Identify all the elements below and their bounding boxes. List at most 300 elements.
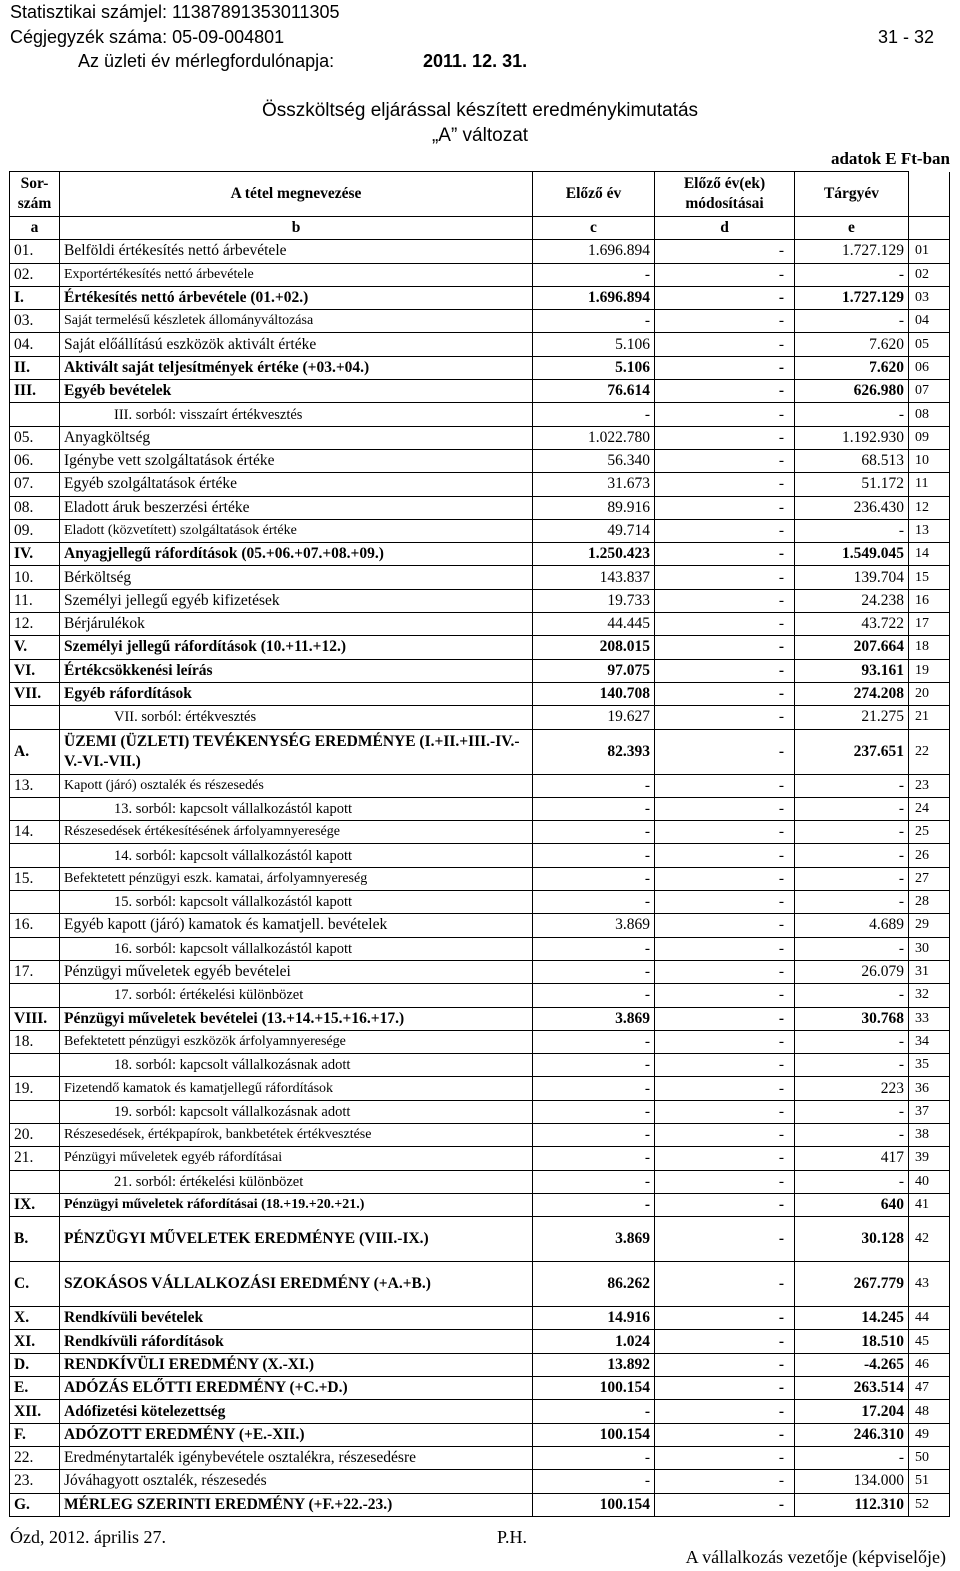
unit-note: adatok E Ft-ban: [830, 149, 950, 168]
row-label: Egyéb bevételek: [60, 380, 533, 403]
row-label: 18. sorból: kapcsolt vállalkozásnak adott: [60, 1054, 533, 1077]
row-code: [10, 1170, 60, 1193]
row-code: 16.: [10, 914, 60, 937]
row-mod-value: -: [655, 333, 795, 356]
row-number: 40: [909, 1170, 950, 1193]
row-number: 02: [909, 263, 950, 286]
balance-date: 2011. 12. 31.: [423, 51, 528, 71]
row-mod-value: -: [655, 636, 795, 659]
row-cur-value: 274.208: [795, 682, 909, 705]
row-prev-value: 100.154: [533, 1377, 655, 1400]
row-mod-value: -: [655, 263, 795, 286]
col-code-header: Sor- szám: [10, 172, 60, 217]
row-label: Kapott (járó) osztalék és részesedés: [60, 774, 533, 797]
table-row: [10, 1100, 950, 1123]
row-code: IV.: [10, 543, 60, 566]
row-code: 13.: [10, 774, 60, 797]
row-prev-value: 49.714: [533, 519, 655, 542]
table-row: [10, 914, 950, 937]
row-prev-value: 76.614: [533, 380, 655, 403]
table-row: [10, 844, 950, 867]
row-code: 21.: [10, 1147, 60, 1170]
table-row: [10, 1262, 950, 1307]
row-number: 19: [909, 659, 950, 682]
row-prev-value: 140.708: [533, 682, 655, 705]
row-cur-value: 640: [795, 1193, 909, 1216]
row-cur-value: 1.727.129: [795, 240, 909, 263]
row-mod-value: -: [655, 1147, 795, 1170]
row-label: Belföldi értékesítés nettó árbevétele: [60, 240, 533, 263]
row-prev-value: -: [533, 1446, 655, 1469]
table-row: [10, 1030, 950, 1053]
row-number: 28: [909, 891, 950, 914]
row-cur-value: -: [795, 1054, 909, 1077]
row-prev-value: -: [533, 984, 655, 1007]
row-code: 02.: [10, 263, 60, 286]
row-label: Befektetett pénzügyi eszközök árfolyamnyeresége: [60, 1030, 533, 1053]
row-cur-value: 68.513: [795, 449, 909, 472]
row-label: 15. sorból: kapcsolt vállalkozástól kapott: [60, 891, 533, 914]
row-cur-value: 139.704: [795, 566, 909, 589]
row-number: 06: [909, 356, 950, 379]
table-row: [10, 566, 950, 589]
row-mod-value: -: [655, 1307, 795, 1330]
row-code: [10, 1100, 60, 1123]
row-prev-value: 31.673: [533, 473, 655, 496]
row-number: 37: [909, 1100, 950, 1123]
row-prev-value: 56.340: [533, 449, 655, 472]
row-number: 08: [909, 403, 950, 426]
row-number: 44: [909, 1307, 950, 1330]
row-label: Személyi jellegű ráfordítások (10.+11.+12.): [60, 636, 533, 659]
document-title: Összköltség eljárással készített eredménykimutatás: [261, 100, 699, 121]
row-cur-value: -: [795, 1100, 909, 1123]
row-cur-value: 43.722: [795, 613, 909, 636]
row-code: 12.: [10, 613, 60, 636]
row-prev-value: -: [533, 310, 655, 333]
row-number: 13: [909, 519, 950, 542]
letters-row: [10, 217, 950, 240]
row-prev-value: -: [533, 774, 655, 797]
col-cur-header: Tárgyév: [795, 172, 909, 217]
row-mod-value: -: [655, 519, 795, 542]
row-number: 49: [909, 1423, 950, 1446]
row-label: Értékesítés nettó árbevétele (01.+02.): [60, 286, 533, 309]
row-cur-value: 30.128: [795, 1217, 909, 1262]
row-cur-value: 246.310: [795, 1423, 909, 1446]
row-code: [10, 844, 60, 867]
row-number: 29: [909, 914, 950, 937]
row-mod-value: -: [655, 473, 795, 496]
row-mod-value: -: [655, 1423, 795, 1446]
table-row: [10, 356, 950, 379]
row-prev-value: -: [533, 844, 655, 867]
row-number: 38: [909, 1123, 950, 1146]
row-label: Jóváhagyott osztalék, részesedés: [60, 1470, 533, 1493]
row-mod-value: -: [655, 403, 795, 426]
row-prev-value: -: [533, 1030, 655, 1053]
row-mod-value: -: [655, 449, 795, 472]
row-number: 27: [909, 867, 950, 890]
row-cur-value: -: [795, 1446, 909, 1469]
row-label: Bérjárulékok: [60, 613, 533, 636]
row-label: ÜZEMI (ÜZLETI) TEVÉKENYSÉG EREDMÉNYE (I.+II.+III.-IV.-V.-VI.-VII.): [60, 729, 533, 774]
row-mod-value: -: [655, 380, 795, 403]
table-row: [10, 706, 950, 729]
row-number: 11: [909, 473, 950, 496]
row-prev-value: 89.916: [533, 496, 655, 519]
col-prev-header: Előző év: [533, 172, 655, 217]
row-number: 07: [909, 380, 950, 403]
row-code: [10, 891, 60, 914]
row-number: 05: [909, 333, 950, 356]
table-row: [10, 821, 950, 844]
table-row: [10, 1377, 950, 1400]
row-code: E.: [10, 1377, 60, 1400]
row-mod-value: -: [655, 1493, 795, 1516]
row-mod-value: -: [655, 797, 795, 820]
table-row: [10, 729, 950, 774]
row-prev-value: -: [533, 797, 655, 820]
row-mod-value: -: [655, 1007, 795, 1030]
row-mod-value: -: [655, 774, 795, 797]
table-row: [10, 240, 950, 263]
row-mod-value: -: [655, 729, 795, 774]
row-cur-value: 30.768: [795, 1007, 909, 1030]
row-number: 50: [909, 1446, 950, 1469]
col-mod-header: Előző év(ek) módosításai: [655, 172, 795, 217]
row-cur-value: -: [795, 1123, 909, 1146]
row-code: 11.: [10, 589, 60, 612]
table-row: [10, 1446, 950, 1469]
row-code: C.: [10, 1262, 60, 1307]
row-cur-value: 93.161: [795, 659, 909, 682]
row-cur-value: 207.664: [795, 636, 909, 659]
row-cur-value: -: [795, 844, 909, 867]
row-cur-value: -: [795, 937, 909, 960]
row-label: ADÓZÁS ELŐTTI EREDMÉNY (+C.+D.): [60, 1377, 533, 1400]
row-number: 16: [909, 589, 950, 612]
row-prev-value: -: [533, 891, 655, 914]
row-code: XII.: [10, 1400, 60, 1423]
table-row: [10, 1170, 950, 1193]
row-code: B.: [10, 1217, 60, 1262]
row-mod-value: -: [655, 1262, 795, 1307]
table-row: [10, 1217, 950, 1262]
row-prev-value: -: [533, 960, 655, 983]
table-row: [10, 1147, 950, 1170]
row-prev-value: -: [533, 1193, 655, 1216]
row-mod-value: -: [655, 496, 795, 519]
row-prev-value: -: [533, 1470, 655, 1493]
row-number: 20: [909, 682, 950, 705]
letter-e: e: [795, 217, 909, 240]
row-label: VII. sorból: értékvesztés: [60, 706, 533, 729]
row-number: 42: [909, 1217, 950, 1262]
row-code: 17.: [10, 960, 60, 983]
row-prev-value: -: [533, 821, 655, 844]
row-cur-value: -: [795, 519, 909, 542]
row-mod-value: -: [655, 1054, 795, 1077]
row-prev-value: -: [533, 1100, 655, 1123]
row-label: Egyéb szolgáltatások értéke: [60, 473, 533, 496]
row-prev-value: 1.696.894: [533, 240, 655, 263]
row-mod-value: -: [655, 960, 795, 983]
row-label: 17. sorból: értékelési különbözet: [60, 984, 533, 1007]
row-cur-value: -: [795, 263, 909, 286]
row-prev-value: 1.696.894: [533, 286, 655, 309]
row-prev-value: -: [533, 1123, 655, 1146]
row-number: 04: [909, 310, 950, 333]
row-cur-value: 223: [795, 1077, 909, 1100]
row-number: 45: [909, 1330, 950, 1353]
row-prev-value: -: [533, 1170, 655, 1193]
row-label: 16. sorból: kapcsolt vállalkozástól kapott: [60, 937, 533, 960]
row-mod-value: -: [655, 589, 795, 612]
row-code: 22.: [10, 1446, 60, 1469]
table-row: [10, 937, 950, 960]
row-label: Rendkívüli ráfordítások: [60, 1330, 533, 1353]
table-row: [10, 1470, 950, 1493]
row-prev-value: 13.892: [533, 1353, 655, 1376]
row-number: 31: [909, 960, 950, 983]
row-code: G.: [10, 1493, 60, 1516]
row-prev-value: 1.250.423: [533, 543, 655, 566]
row-code: 20.: [10, 1123, 60, 1146]
row-mod-value: -: [655, 891, 795, 914]
table-row: [10, 1123, 950, 1146]
row-mod-value: -: [655, 984, 795, 1007]
row-label: Személyi jellegű egyéb kifizetések: [60, 589, 533, 612]
row-label: 14. sorból: kapcsolt vállalkozástól kapott: [60, 844, 533, 867]
row-mod-value: -: [655, 1470, 795, 1493]
row-code: V.: [10, 636, 60, 659]
row-code: 18.: [10, 1030, 60, 1053]
place-date: Ózd, 2012. április 27.: [10, 1527, 166, 1547]
table-row: [10, 659, 950, 682]
row-code: 15.: [10, 867, 60, 890]
row-code: VII.: [10, 682, 60, 705]
row-label: Fizetendő kamatok és kamatjellegű ráfordítások: [60, 1077, 533, 1100]
row-code: [10, 937, 60, 960]
row-cur-value: 18.510: [795, 1330, 909, 1353]
row-mod-value: -: [655, 613, 795, 636]
row-prev-value: -: [533, 263, 655, 286]
row-cur-value: -: [795, 1170, 909, 1193]
table-row: [10, 449, 950, 472]
row-prev-value: 5.106: [533, 356, 655, 379]
row-label: Befektetett pénzügyi eszk. kamatai, árfolyamnyereség: [60, 867, 533, 890]
row-cur-value: 51.172: [795, 473, 909, 496]
row-mod-value: -: [655, 1123, 795, 1146]
row-number: 22: [909, 729, 950, 774]
table-row: [10, 589, 950, 612]
row-number: 43: [909, 1262, 950, 1307]
table-row: [10, 1400, 950, 1423]
table-row: [10, 960, 950, 983]
row-cur-value: -: [795, 984, 909, 1007]
row-code: I.: [10, 286, 60, 309]
row-number: 46: [909, 1353, 950, 1376]
row-number: 52: [909, 1493, 950, 1516]
row-number: 51: [909, 1470, 950, 1493]
table-row: [10, 682, 950, 705]
row-code: 03.: [10, 310, 60, 333]
row-code: [10, 984, 60, 1007]
table-row: [10, 426, 950, 449]
table-row: [10, 1353, 950, 1376]
table-row: [10, 519, 950, 542]
row-code: 04.: [10, 333, 60, 356]
row-label: Anyagköltség: [60, 426, 533, 449]
row-cur-value: -: [795, 1030, 909, 1053]
table-row: [10, 1193, 950, 1216]
row-mod-value: -: [655, 1100, 795, 1123]
letter-a: a: [10, 217, 60, 240]
table-row: [10, 310, 950, 333]
table-row: [10, 613, 950, 636]
table-row: [10, 891, 950, 914]
row-code: [10, 1054, 60, 1077]
row-mod-value: -: [655, 1170, 795, 1193]
row-number: 34: [909, 1030, 950, 1053]
row-mod-value: -: [655, 659, 795, 682]
row-prev-value: 5.106: [533, 333, 655, 356]
row-cur-value: 4.689: [795, 914, 909, 937]
row-mod-value: -: [655, 1400, 795, 1423]
row-cur-value: -: [795, 403, 909, 426]
table-row: [10, 1423, 950, 1446]
row-number: 09: [909, 426, 950, 449]
row-cur-value: 134.000: [795, 1470, 909, 1493]
row-code: 10.: [10, 566, 60, 589]
row-cur-value: 1.549.045: [795, 543, 909, 566]
row-cur-value: 417: [795, 1147, 909, 1170]
row-code: [10, 797, 60, 820]
row-label: Bérköltség: [60, 566, 533, 589]
row-number: 33: [909, 1007, 950, 1030]
table-row: [10, 1307, 950, 1330]
row-label: Rendkívüli bevételek: [60, 1307, 533, 1330]
table-row: [10, 774, 950, 797]
row-label: Eredménytartalék igénybevétele osztalékra, részesedésre: [60, 1446, 533, 1469]
row-number: 18: [909, 636, 950, 659]
row-code: 06.: [10, 449, 60, 472]
table-row: [10, 380, 950, 403]
row-cur-value: 14.245: [795, 1307, 909, 1330]
row-label: Igénybe vett szolgáltatások értéke: [60, 449, 533, 472]
row-cur-value: 112.310: [795, 1493, 909, 1516]
balance-date-label: Az üzleti év mérlegfordulónapja:: [78, 51, 335, 71]
row-number: 24: [909, 797, 950, 820]
row-label: Értékcsökkenési leírás: [60, 659, 533, 682]
row-label: RENDKÍVÜLI EREDMÉNY (X.-XI.): [60, 1353, 533, 1376]
table-row: [10, 263, 950, 286]
row-cur-value: -: [795, 774, 909, 797]
row-label: 19. sorból: kapcsolt vállalkozásnak adott: [60, 1100, 533, 1123]
row-cur-value: 237.651: [795, 729, 909, 774]
row-cur-value: 626.980: [795, 380, 909, 403]
page-range: 31 - 32: [877, 27, 934, 47]
row-code: 14.: [10, 821, 60, 844]
row-label: Részesedések értékesítésének árfolyamnyeresége: [60, 821, 533, 844]
row-code: D.: [10, 1353, 60, 1376]
row-number: 47: [909, 1377, 950, 1400]
company-reg-number: Cégjegyzék száma: 05-09-004801: [10, 27, 285, 47]
row-label: Egyéb ráfordítások: [60, 682, 533, 705]
row-cur-value: 21.275: [795, 706, 909, 729]
row-mod-value: -: [655, 566, 795, 589]
row-prev-value: 44.445: [533, 613, 655, 636]
row-mod-value: -: [655, 844, 795, 867]
table-row: [10, 984, 950, 1007]
letter-d: d: [655, 217, 795, 240]
row-mod-value: -: [655, 1353, 795, 1376]
row-number: 15: [909, 566, 950, 589]
row-number: 36: [909, 1077, 950, 1100]
row-number: 17: [909, 613, 950, 636]
row-prev-value: 86.262: [533, 1262, 655, 1307]
row-prev-value: 3.869: [533, 1007, 655, 1030]
row-code: 23.: [10, 1470, 60, 1493]
row-mod-value: -: [655, 1030, 795, 1053]
signature-line: A vállalkozás vezetője (képviselője): [685, 1547, 946, 1567]
row-cur-value: -: [795, 867, 909, 890]
table-row: [10, 543, 950, 566]
row-mod-value: -: [655, 426, 795, 449]
row-mod-value: -: [655, 914, 795, 937]
row-prev-value: -: [533, 1077, 655, 1100]
row-label: Eladott áruk beszerzési értéke: [60, 496, 533, 519]
row-cur-value: 1.192.930: [795, 426, 909, 449]
table-row: [10, 867, 950, 890]
row-number: 23: [909, 774, 950, 797]
row-label: Részesedések, értékpapírok, bankbetétek értékvesztése: [60, 1123, 533, 1146]
row-code: 19.: [10, 1077, 60, 1100]
row-number: 14: [909, 543, 950, 566]
stamp-placeholder: P.H.: [497, 1527, 528, 1547]
row-code: 05.: [10, 426, 60, 449]
row-prev-value: 3.869: [533, 1217, 655, 1262]
row-mod-value: -: [655, 356, 795, 379]
row-mod-value: -: [655, 1077, 795, 1100]
row-code: III.: [10, 380, 60, 403]
row-label: Pénzügyi műveletek ráfordításai (18.+19.+20.+21.): [60, 1193, 533, 1216]
row-mod-value: -: [655, 543, 795, 566]
table-row: [10, 1493, 950, 1516]
table-row: [10, 403, 950, 426]
row-prev-value: -: [533, 1147, 655, 1170]
row-cur-value: 7.620: [795, 356, 909, 379]
row-code: 01.: [10, 240, 60, 263]
row-mod-value: -: [655, 1217, 795, 1262]
row-mod-value: -: [655, 706, 795, 729]
row-number: 03: [909, 286, 950, 309]
row-prev-value: 14.916: [533, 1307, 655, 1330]
row-prev-value: 97.075: [533, 659, 655, 682]
row-number: 30: [909, 937, 950, 960]
table-row: [10, 286, 950, 309]
row-code: VI.: [10, 659, 60, 682]
row-code: [10, 403, 60, 426]
row-label: ADÓZOTT EREDMÉNY (+E.-XII.): [60, 1423, 533, 1446]
row-mod-value: -: [655, 1446, 795, 1469]
row-label: III. sorból: visszaírt értékvesztés: [60, 403, 533, 426]
document-variant: „A” változat: [431, 125, 529, 146]
col-rownum-header: [909, 172, 950, 217]
balance-date-line: [78, 50, 528, 72]
row-label: Saját termelésű készletek állományváltozása: [60, 310, 533, 333]
